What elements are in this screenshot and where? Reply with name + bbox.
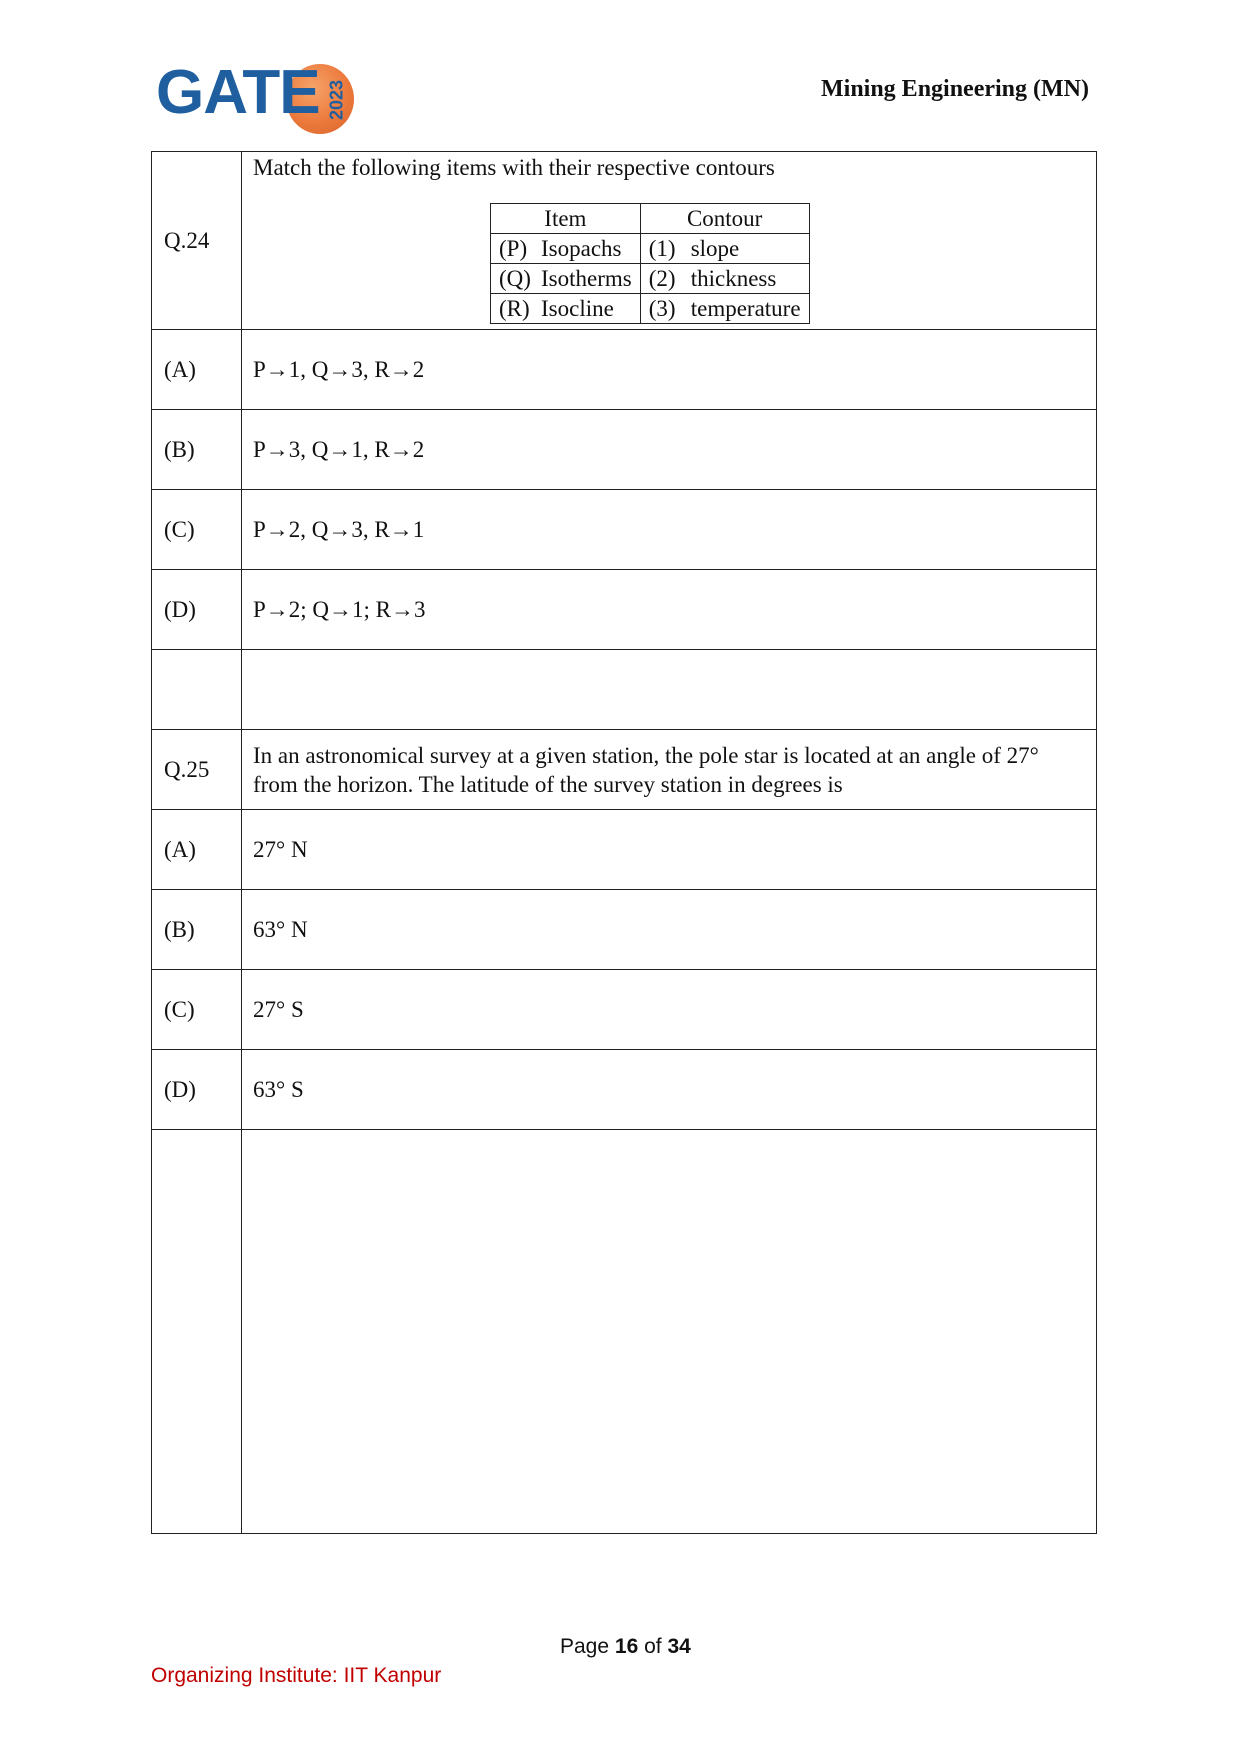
item-tag: (P) (499, 235, 528, 261)
contour-name: thickness (690, 265, 777, 291)
q25-row (152, 730, 1097, 810)
option-text: P→1, Q→3, R→2 (242, 330, 1097, 410)
q24-content (242, 152, 1097, 330)
item-name: Isocline (541, 295, 614, 321)
match-row (491, 264, 810, 294)
q25-number: Q.25 (152, 730, 242, 810)
q24-option-c (152, 490, 1097, 570)
item-tag: (R) (499, 295, 530, 321)
option-label: (B) (152, 890, 242, 970)
match-table (490, 203, 810, 324)
q24-stem: Match the following items with their respective contours (253, 155, 775, 180)
contour-tag: (3) (648, 295, 676, 321)
q25-stem: In an astronomical survey at a given station, the pole star is located at an angle of 27° from the horizon. The latitude of the survey station in degrees is (242, 730, 1097, 810)
option-label: (A) (152, 330, 242, 410)
gate-logo (156, 60, 356, 140)
option-label: (A) (152, 810, 242, 890)
q24-option-b (152, 410, 1097, 490)
option-text: P→3, Q→1, R→2 (242, 410, 1097, 490)
contour-name: temperature (690, 295, 801, 321)
option-label: (D) (152, 1050, 242, 1130)
q25-option-d (152, 1050, 1097, 1130)
contour-name: slope (690, 235, 740, 261)
q25-option-c (152, 970, 1097, 1050)
contour-tag: (1) (648, 235, 676, 261)
page-current: 16 (614, 1635, 639, 1658)
page-number: Page 16 of 34 (560, 1635, 691, 1658)
option-text: 27° N (242, 810, 1097, 890)
spacer-row (152, 650, 1097, 730)
page-total: 34 (667, 1635, 691, 1658)
blank-row (152, 1130, 1097, 1534)
option-label: (B) (152, 410, 242, 490)
q25-option-a (152, 810, 1097, 890)
option-label: (C) (152, 970, 242, 1050)
q24-option-d (152, 570, 1097, 650)
q25-option-b (152, 890, 1097, 970)
option-text: P→2; Q→1; R→3 (242, 570, 1097, 650)
option-text: 63° N (242, 890, 1097, 970)
subject-title: Mining Engineering (MN) (821, 76, 1089, 102)
option-label: (D) (152, 570, 242, 650)
item-name: Isotherms (541, 265, 632, 291)
option-text: 63° S (242, 1050, 1097, 1130)
q24-option-a (152, 330, 1097, 410)
match-row (491, 234, 810, 264)
organizing-institute: Organizing Institute: IIT Kanpur (151, 1664, 442, 1687)
logo-year: 2023 (326, 79, 347, 121)
option-text: P→2, Q→3, R→1 (242, 490, 1097, 570)
option-label: (C) (152, 490, 242, 570)
match-row (491, 294, 810, 324)
option-text: 27° S (242, 970, 1097, 1050)
item-name: Isopachs (541, 235, 622, 261)
item-tag: (Q) (499, 265, 531, 291)
match-header-contour: Contour (640, 204, 809, 234)
match-header-item: Item (491, 204, 641, 234)
logo-text: GATE (156, 58, 320, 127)
q24-number: Q.24 (152, 152, 242, 330)
question-table (151, 151, 1097, 1534)
q24-row (152, 152, 1097, 330)
contour-tag: (2) (648, 265, 676, 291)
